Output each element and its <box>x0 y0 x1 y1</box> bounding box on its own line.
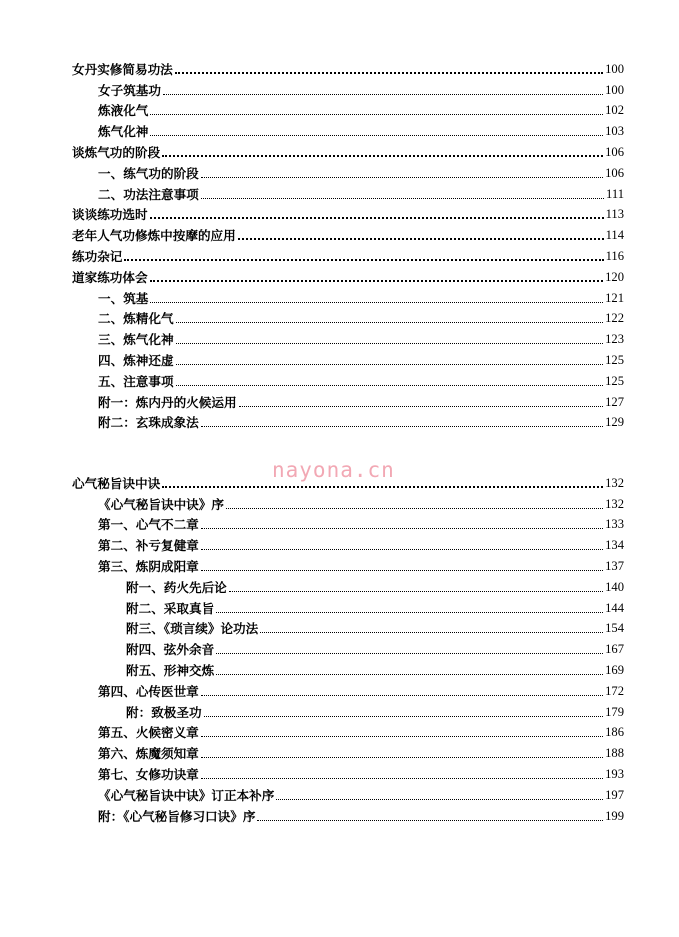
toc-entry-title: 心气秘旨诀中诀 <box>72 475 161 491</box>
toc-dot-leader <box>176 322 604 323</box>
toc-dot-leader <box>162 155 603 157</box>
toc-entry-title: 道家练功体会 <box>72 269 148 285</box>
toc-entry-title: 二、功法注意事项 <box>98 186 199 202</box>
toc-entry-page-number: 144 <box>605 600 624 615</box>
toc-entry-page-number: 114 <box>605 228 624 243</box>
toc-entry-page-number: 106 <box>605 144 624 159</box>
toc-entry-page-number: 172 <box>605 683 624 698</box>
toc-entry-title: 第六、炼魔须知章 <box>98 746 199 762</box>
toc-entry <box>72 720 624 741</box>
toc-entry-page-number: 102 <box>605 103 624 118</box>
toc-dot-leader <box>176 385 604 386</box>
watermark-text: nayona.cn <box>272 458 395 482</box>
toc-entry-page-number: 169 <box>605 662 624 677</box>
toc-entry-title: 附三、《琐言续》论功法 <box>126 621 259 637</box>
toc-entry-page-number: 186 <box>605 725 624 740</box>
toc-entry-page-number: 100 <box>605 82 624 97</box>
toc-dot-leader <box>216 653 603 654</box>
toc-entry-title: 附二：玄珠成象法 <box>98 415 199 431</box>
toc-entry <box>72 532 624 553</box>
toc-entry-title: 第二、补亏复健章 <box>98 538 199 554</box>
toc-entry-title: 附四、弦外余音 <box>126 642 215 658</box>
toc-entry-title: 谈炼气功的阶段 <box>72 144 161 160</box>
toc-entry-page-number: 134 <box>605 538 624 553</box>
toc-entry <box>72 139 624 160</box>
toc-entry <box>72 636 624 657</box>
toc-entry-title: 附一、药火先后论 <box>126 579 227 595</box>
toc-dot-leader <box>201 528 603 529</box>
toc-entry <box>72 98 624 119</box>
toc-entry-title: 老年人气功修炼中按摩的应用 <box>72 228 236 244</box>
toc-dot-leader <box>201 757 603 758</box>
toc-entry-title: 第三、炼阴成阳章 <box>98 558 199 574</box>
toc-entry <box>72 553 624 574</box>
toc-entry-page-number: 179 <box>605 704 624 719</box>
toc-entry-page-number: 167 <box>605 642 624 657</box>
toc-entry-page-number: 103 <box>605 124 624 139</box>
toc-entry-title: 附：致极圣功 <box>126 704 202 720</box>
toc-entry-page-number: 106 <box>605 165 624 180</box>
toc-dot-leader <box>201 426 603 427</box>
toc-entry-title: 附一：炼内丹的火候运用 <box>98 394 237 410</box>
toc-dot-leader <box>175 72 603 74</box>
toc-dot-leader <box>216 674 603 675</box>
toc-dot-leader <box>229 591 603 592</box>
toc-dot-leader <box>204 716 604 717</box>
toc-entry-title: 第七、女修功诀章 <box>98 766 199 782</box>
toc-entry-title: 练功杂记 <box>72 248 123 264</box>
toc-entry-page-number: 120 <box>605 269 624 284</box>
toc-dot-leader <box>201 198 604 199</box>
toc-dot-leader <box>201 177 603 178</box>
toc-dot-leader <box>239 406 604 407</box>
toc-entry <box>72 264 624 285</box>
toc-entry <box>72 306 624 327</box>
toc-entry-page-number: 132 <box>605 496 624 511</box>
toc-entry <box>72 595 624 616</box>
toc-dot-leader <box>150 114 603 115</box>
toc-dot-leader <box>201 570 603 571</box>
toc-dot-leader <box>238 238 604 240</box>
toc-entry-title: 第五、火候密义章 <box>98 725 199 741</box>
toc-entry <box>72 574 624 595</box>
toc-entry-page-number: 137 <box>605 558 624 573</box>
toc-entry-page-number: 197 <box>605 787 624 802</box>
toc-entry-title: 四、炼神还虚 <box>98 352 174 368</box>
toc-entry-page-number: 121 <box>605 290 624 305</box>
toc-entry-page-number: 188 <box>605 746 624 761</box>
toc-entry <box>72 657 624 678</box>
toc-entry-page-number: 113 <box>605 207 624 222</box>
toc-entry <box>72 761 624 782</box>
toc-dot-leader <box>216 612 603 613</box>
toc-entry <box>72 740 624 761</box>
toc-entry-page-number: 133 <box>605 517 624 532</box>
toc-entry-title: 附二、采取真旨 <box>126 600 215 616</box>
toc-dot-leader <box>150 217 604 219</box>
toc-entry <box>72 77 624 98</box>
toc-dot-leader <box>201 549 603 550</box>
toc-entry-page-number: 132 <box>605 475 624 490</box>
toc-entry-title: 炼液化气 <box>98 103 149 119</box>
toc-entry <box>72 470 624 491</box>
toc-entry-title: 一、练气功的阶段 <box>98 165 199 181</box>
toc-entry <box>72 368 624 389</box>
toc-entry <box>72 222 624 243</box>
toc-dot-leader <box>226 508 603 509</box>
toc-entry-title: 《心气秘旨诀中诀》订正本补序 <box>98 787 275 803</box>
toc-section-2 <box>72 470 624 824</box>
toc-dot-leader <box>163 94 603 95</box>
toc-entry-page-number: 116 <box>605 248 624 263</box>
toc-entry-title: 第四、心传医世章 <box>98 683 199 699</box>
toc-entry <box>72 326 624 347</box>
toc-dot-leader <box>276 799 603 800</box>
toc-entry-title: 谈谈练功选时 <box>72 207 148 223</box>
toc-entry-title: 女丹实修简易功法 <box>72 61 173 77</box>
toc-dot-leader <box>150 135 603 136</box>
toc-entry-page-number: 129 <box>605 415 624 430</box>
toc-entry-page-number: 125 <box>605 352 624 367</box>
toc-dot-leader <box>124 259 603 261</box>
toc-entry-page-number: 111 <box>606 186 624 201</box>
toc-entry-title: 附五、形神交炼 <box>126 662 215 678</box>
toc-dot-leader <box>162 486 603 488</box>
toc-entry <box>72 410 624 431</box>
toc-dot-leader <box>150 302 603 303</box>
toc-entry-title: 一、筑基 <box>98 290 149 306</box>
toc-entry <box>72 160 624 181</box>
toc-entry <box>72 285 624 306</box>
toc-entry <box>72 699 624 720</box>
toc-entry <box>72 678 624 699</box>
toc-entry <box>72 512 624 533</box>
toc-entry <box>72 782 624 803</box>
toc-entry <box>72 181 624 202</box>
toc-entry <box>72 491 624 512</box>
toc-dot-leader <box>176 343 604 344</box>
toc-entry-page-number: 123 <box>605 332 624 347</box>
toc-dot-leader <box>201 695 603 696</box>
toc-entry <box>72 202 624 223</box>
toc-dot-leader <box>201 736 603 737</box>
toc-dot-leader <box>150 280 604 282</box>
toc-entry <box>72 389 624 410</box>
toc-dot-leader <box>201 778 603 779</box>
toc-entry-title: 二、炼精化气 <box>98 311 174 327</box>
toc-entry-page-number: 193 <box>605 766 624 781</box>
toc-entry <box>72 803 624 824</box>
toc-entry-page-number: 127 <box>605 394 624 409</box>
toc-dot-leader <box>176 364 604 365</box>
toc-section-1 <box>72 56 624 430</box>
toc-dot-leader <box>257 820 603 821</box>
toc-entry-page-number: 100 <box>605 61 624 76</box>
toc-entry <box>72 243 624 264</box>
toc-entry-title: 《心气秘旨诀中诀》序 <box>98 496 224 512</box>
toc-entry <box>72 56 624 77</box>
toc-entry <box>72 616 624 637</box>
toc-dot-leader <box>260 632 603 633</box>
toc-entry-title: 炼气化神 <box>98 124 149 140</box>
toc-entry-title: 第一、心气不二章 <box>98 517 199 533</box>
toc-entry-title: 附：《心气秘旨修习口诀》序 <box>98 808 256 824</box>
toc-entry-title: 五、注意事项 <box>98 373 174 389</box>
toc-entry-page-number: 140 <box>605 579 624 594</box>
toc-entry-page-number: 122 <box>605 311 624 326</box>
toc-entry <box>72 118 624 139</box>
toc-entry <box>72 347 624 368</box>
toc-entry-title: 三、炼气化神 <box>98 332 174 348</box>
toc-entry-title: 女子筑基功 <box>98 82 161 98</box>
toc-entry-page-number: 154 <box>605 621 624 636</box>
toc-entry-page-number: 199 <box>605 808 624 823</box>
toc-entry-page-number: 125 <box>605 373 624 388</box>
